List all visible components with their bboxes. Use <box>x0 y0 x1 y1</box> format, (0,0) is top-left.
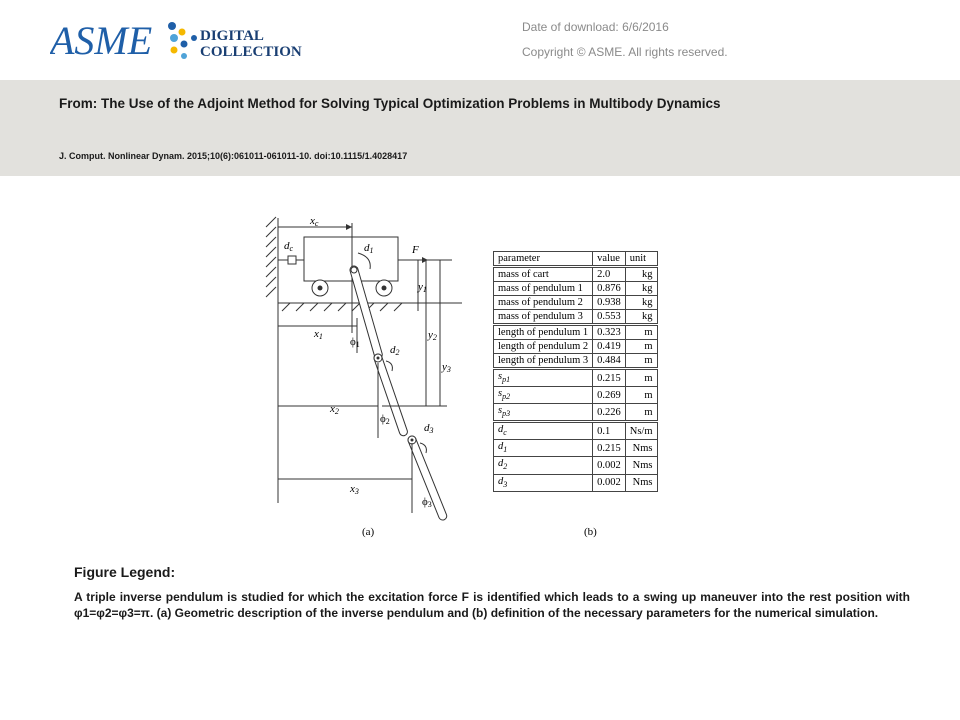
copyright-notice: Copyright © ASME. All rights reserved. <box>522 45 728 59</box>
label-d3: d3 <box>424 422 434 435</box>
table-cell-unit: m <box>625 387 657 404</box>
table-row <box>494 387 658 404</box>
table-cell-value: 0.419 <box>593 340 626 354</box>
table-row <box>494 404 658 422</box>
table-cell-unit: kg <box>625 267 657 282</box>
caption-b: (b) <box>584 526 597 538</box>
damper-dc <box>278 256 304 264</box>
table-row <box>494 474 658 491</box>
label-xc: xc <box>310 215 319 228</box>
table-cell-unit: Nms <box>625 457 657 474</box>
table-row <box>494 267 658 282</box>
label-x2: x2 <box>330 403 339 416</box>
table-cell-parameter: length of pendulum 3 <box>494 354 593 369</box>
table-header-row <box>494 252 658 267</box>
label-phi3: ϕ3 <box>422 496 432 509</box>
table-cell-unit: kg <box>625 296 657 310</box>
table-cell-unit: m <box>625 325 657 340</box>
parameter-table <box>493 251 658 492</box>
table-cell-value: 0.269 <box>593 387 626 404</box>
table-cell-value: 0.002 <box>593 474 626 491</box>
figure-legend-heading: Figure Legend: <box>74 564 176 580</box>
table-cell-unit: m <box>625 340 657 354</box>
table-cell-unit: Nms <box>625 474 657 491</box>
table-cell-parameter: $d_3$ <box>494 474 593 491</box>
label-y2: y2 <box>428 329 437 342</box>
table-cell-parameter: length of pendulum 2 <box>494 340 593 354</box>
logo-digital-text: DIGITAL <box>200 28 264 44</box>
table-cell-value: 0.1 <box>593 422 626 440</box>
table-cell-value: 0.938 <box>593 296 626 310</box>
figure <box>262 213 710 543</box>
label-dc: dc <box>284 240 294 253</box>
table-row <box>494 369 658 387</box>
table-header-cell: unit <box>625 252 657 267</box>
table-cell-unit: kg <box>625 310 657 325</box>
table-cell-parameter: $d_1$ <box>494 440 593 457</box>
label-x1: x1 <box>314 328 323 341</box>
table-cell-parameter: $d_c$ <box>494 422 593 440</box>
logo-collection-text: COLLECTION <box>200 44 302 60</box>
table-cell-unit: m <box>625 404 657 422</box>
table-cell-parameter: $s_{p1}$ <box>494 369 593 387</box>
figure-legend-text: A triple inverse pendulum is studied for which the excitation force F is identified which leads to a swing up maneuver into the rest position with φ1=φ2=φ3=π. (a) Geometric description of the inverse pendulum and (b) definition of the necessary parameters for the numerical simulation. <box>74 590 910 620</box>
table-cell-value: 0.215 <box>593 369 626 387</box>
download-date: Date of download: 6/6/2016 <box>522 20 669 34</box>
logo-asme-text: ASME <box>50 18 153 63</box>
article-title: From: The Use of the Adjoint Method for Solving Typical Optimization Problems in Multibody Dynamics <box>59 96 721 111</box>
table-row <box>494 440 658 457</box>
label-d1: d1 <box>364 242 374 255</box>
table-cell-unit: Nms <box>625 440 657 457</box>
label-d2: d2 <box>390 344 400 357</box>
table-cell-value: 0.226 <box>593 404 626 422</box>
table-row <box>494 457 658 474</box>
table-header-cell: parameter <box>494 252 593 267</box>
table-cell-value: 0.002 <box>593 457 626 474</box>
table-cell-unit: m <box>625 369 657 387</box>
table-row <box>494 354 658 369</box>
table-cell-parameter: $d_2$ <box>494 457 593 474</box>
table-cell-parameter: length of pendulum 1 <box>494 325 593 340</box>
table-cell-parameter: mass of pendulum 2 <box>494 296 593 310</box>
table-cell-value: 0.484 <box>593 354 626 369</box>
table-cell-unit: Ns/m <box>625 422 657 440</box>
table-cell-parameter: $s_{p3}$ <box>494 404 593 422</box>
table-cell-value: 0.215 <box>593 440 626 457</box>
table-row <box>494 422 658 440</box>
asme-digital-collection-logo[interactable] <box>50 12 320 68</box>
table-row <box>494 310 658 325</box>
table-cell-value: 0.323 <box>593 325 626 340</box>
label-phi2: ϕ2 <box>380 413 390 426</box>
label-x3: x3 <box>350 483 359 496</box>
table-cell-parameter: mass of pendulum 1 <box>494 282 593 296</box>
label-y3: y3 <box>442 361 451 374</box>
table-cell-value: 0.876 <box>593 282 626 296</box>
label-F: F <box>412 244 419 256</box>
table-row <box>494 282 658 296</box>
table-cell-parameter: mass of pendulum 3 <box>494 310 593 325</box>
table-cell-value: 0.553 <box>593 310 626 325</box>
table-row <box>494 296 658 310</box>
label-y1: y1 <box>418 281 427 294</box>
article-info-band <box>0 80 960 176</box>
table-header-cell: value <box>593 252 626 267</box>
table-cell-parameter: mass of cart <box>494 267 593 282</box>
table-row <box>494 340 658 354</box>
table-cell-unit: kg <box>625 282 657 296</box>
caption-a: (a) <box>362 526 375 538</box>
table-cell-value: 2.0 <box>593 267 626 282</box>
table-row <box>494 325 658 340</box>
label-phi1: ϕ1 <box>350 336 360 349</box>
table-cell-unit: m <box>625 354 657 369</box>
table-cell-parameter: $s_{p2}$ <box>494 387 593 404</box>
article-citation: J. Comput. Nonlinear Dynam. 2015;10(6):061011-061011-10. doi:10.1115/1.4028417 <box>59 151 408 161</box>
logo-dots-icon <box>168 22 197 59</box>
